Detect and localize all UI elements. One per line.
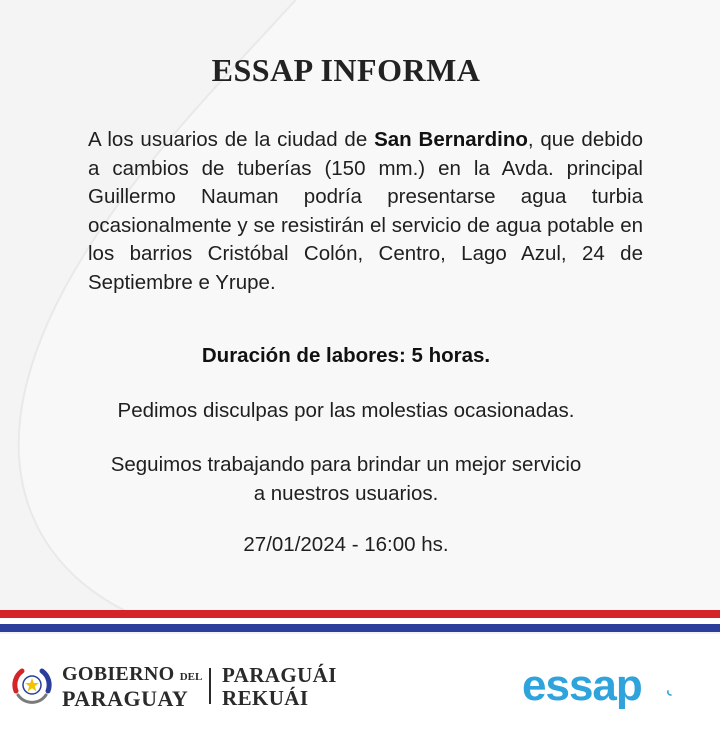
commitment-text xyxy=(0,451,692,508)
paragraph-details: , que debido a cambios de tuberías (150 mm.) en la Avda. principal Guillermo Nauman podría presentarse agua turbia ocasionalmente y se resistirán el servicio de agua potable en los barrios Cristóbal Colón, Centro, Lago Azul, 24 de Septiembre e Yrupe. xyxy=(88,128,643,294)
city-name: San Bernardino xyxy=(374,128,528,151)
government-seal-icon xyxy=(8,661,56,709)
flag-stripe-blue xyxy=(0,624,720,632)
slogan-wordmark xyxy=(222,664,337,710)
commitment-line-1: Seguimos trabajando para brindar un mejor servicio xyxy=(110,453,582,476)
notice-datetime: 27/01/2024 - 16:00 hs. xyxy=(243,533,449,556)
flag-stripes xyxy=(0,610,720,634)
slogan-line-1: PARAGUÁI xyxy=(222,663,337,687)
commitment-line-2: a nuestros usuarios. xyxy=(253,481,439,505)
gov-word-paraguay: PARAGUAY xyxy=(62,686,189,711)
footer-divider xyxy=(209,668,211,704)
slogan-line-2: REKUÁI xyxy=(222,686,309,710)
gov-word-gobierno: GOBIERNO xyxy=(62,663,175,685)
government-wordmark xyxy=(62,664,202,711)
essap-wordmark: essap xyxy=(522,661,642,710)
paragraph-intro: A los usuarios de la ciudad de xyxy=(88,128,375,151)
footer-bar xyxy=(0,634,720,736)
essap-logo xyxy=(522,662,692,716)
water-drop-icon xyxy=(662,676,680,700)
notice-paragraph xyxy=(88,126,643,297)
notice-title: ESSAP INFORMA xyxy=(211,52,481,88)
apology-text: Pedimos disculpas por las molestias ocasionadas. xyxy=(117,399,575,422)
work-duration: Duración de labores: 5 horas. xyxy=(201,344,491,367)
gov-word-del: DEL xyxy=(179,671,203,683)
flag-stripe-red xyxy=(0,610,720,618)
